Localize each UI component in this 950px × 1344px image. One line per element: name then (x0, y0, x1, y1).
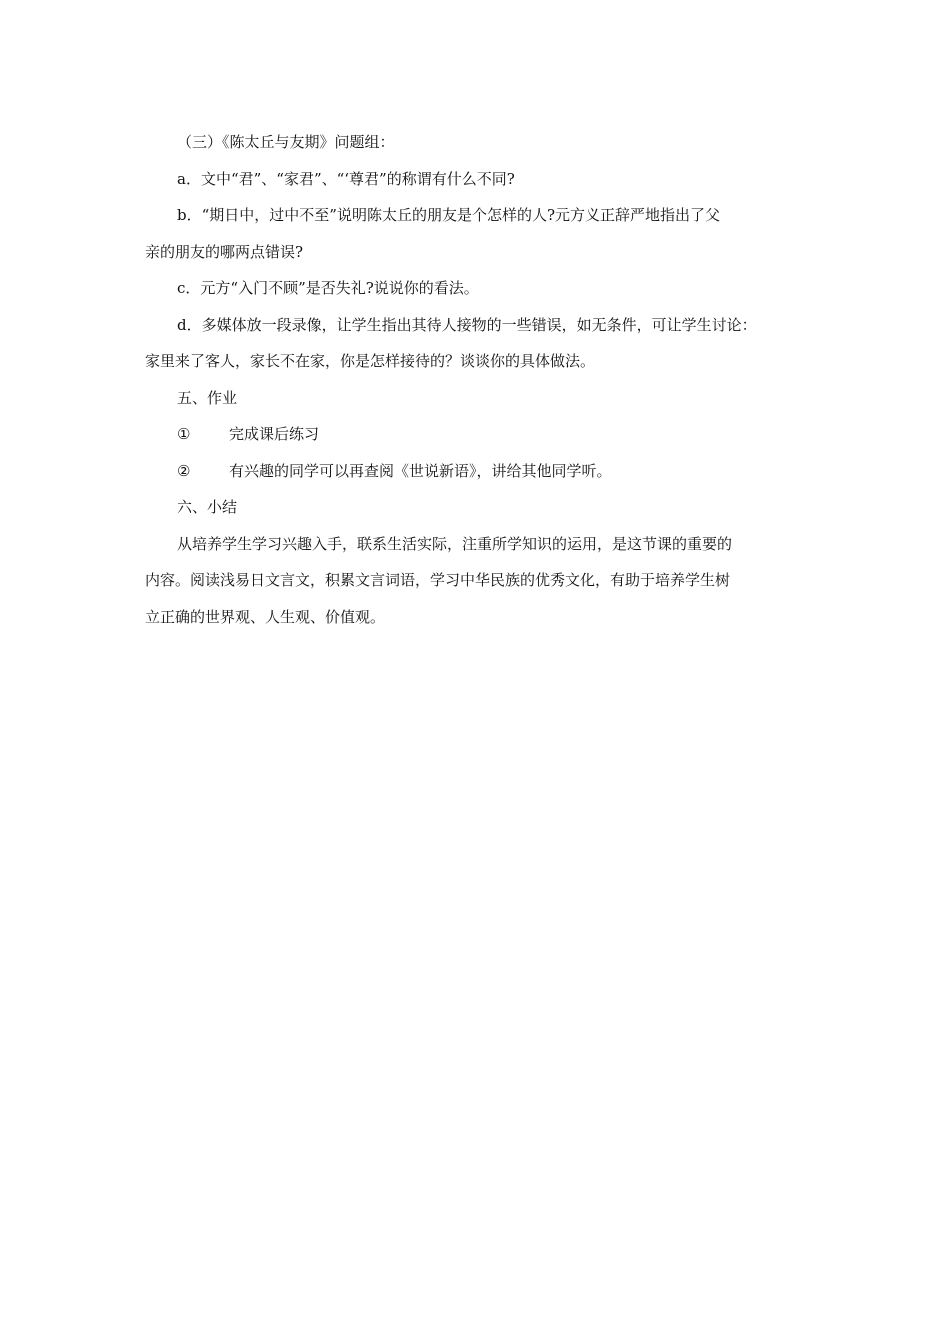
question-b-line-2: 亲的朋友的哪两点错误? (145, 242, 304, 261)
document-body (145, 124, 815, 635)
homework-item-text: 完成课后练习 (229, 425, 320, 443)
question-c: c．元方“入门不顾”是否失礼?说说你的看法。 (177, 279, 479, 297)
question-a: a．文中“君”、“家君”、“‘尊君”的称谓有什么不同? (177, 169, 515, 188)
question-d-line-2: 家里来了客人，家长不在家，你是怎样接待的？谈谈你的具体做法。 (145, 352, 596, 370)
homework-title: 五、作业 (177, 388, 238, 407)
summary-title: 六、小结 (177, 498, 238, 516)
question-b-line-1: b．“期日中，过中不至”说明陈太丘的朋友是个怎样的人?元方义正辞严地指出了父 (177, 206, 720, 224)
summary-line-3: 立正确的世界观、人生观、价值观。 (145, 607, 386, 626)
summary-line-1: 从培养学生学习兴趣入手，联系生活实际，注重所学知识的运用，是这节课的重要的 (177, 534, 733, 553)
homework-item-marker: ② (177, 461, 191, 480)
homework-item (145, 416, 815, 453)
section-3-title: （三）《陈太丘与友期》问题组： (177, 133, 395, 151)
homework-item (145, 453, 815, 490)
summary-line-2: 内容。阅读浅易日文言文，积累文言词语，学习中华民族的优秀文化，有助于培养学生树 (145, 571, 731, 589)
homework-item-text: 有兴趣的同学可以再查阅《世说新语》，讲给其他同学听。 (229, 461, 612, 480)
homework-item-marker: ① (177, 425, 191, 443)
question-d-line-1: d．多媒体放一段录像，让学生指出其待人接物的一些错误，如无条件，可让学生讨论： (177, 315, 757, 334)
